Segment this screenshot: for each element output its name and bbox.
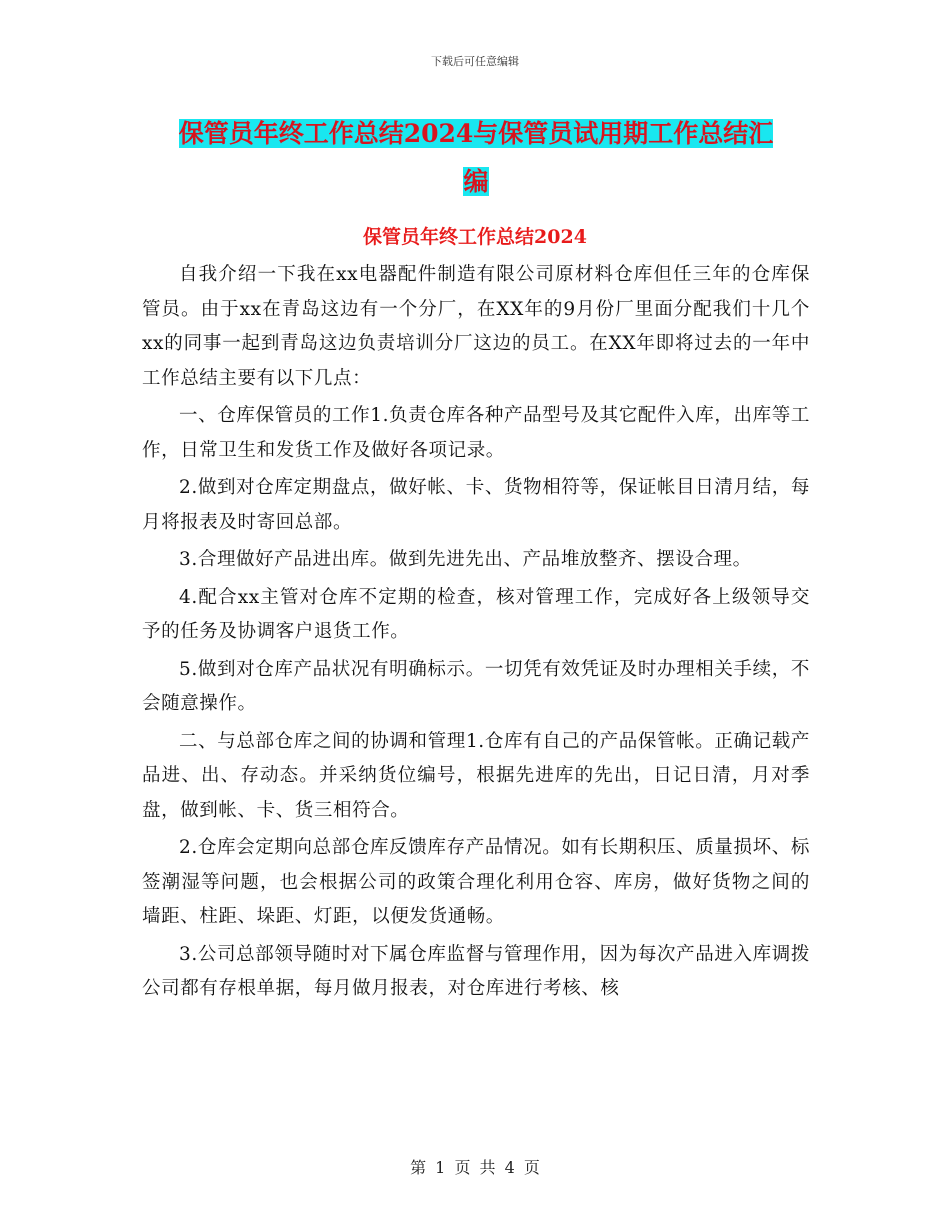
paragraph: 一、仓库保管员的工作1.负责仓库各种产品型号及其它配件入库，出库等工作，日常卫生和发货工作及做好各项记录。 — [142, 405, 810, 461]
paragraph: 5.做到对仓库产品状况有明确标示。一切凭有效凭证及时办理相关手续，不会随意操作。 — [142, 658, 810, 714]
paragraph: 2.仓库会定期向总部仓库反馈库存产品情况。如有长期积压、质量损坏、标签潮湿等问题，也会根据公司的政策合理化利用仓容、库房，做好货物之间的墙距、柱距、垛距、灯距，以便发货通畅。 — [142, 837, 810, 927]
title-line-1: 保管员年终工作总结2024与保管员试用期工作总结汇 — [178, 119, 774, 148]
paragraph: 3.合理做好产品进出库。做到先进先出、产品堆放整齐、摆设合理。 — [179, 549, 752, 570]
document-body — [142, 258, 810, 1010]
paragraph: 2.做到对仓库定期盘点，做好帐、卡、货物相符等，保证帐目日清月结，每月将报表及时寄回总部。 — [142, 477, 810, 533]
paragraph: 3.公司总部领导随时对下属仓库监督与管理作用，因为每次产品进入库调拨公司都有存根单据，每月做月报表，对仓库进行考核、核 — [142, 943, 810, 999]
page-footer: 第 1 页 共 4 页 — [410, 1158, 540, 1177]
paragraph: 4.配合xx主管对仓库不定期的检查，核对管理工作，完成好各上级领导交予的任务及协调客户退货工作。 — [142, 586, 810, 642]
paragraph: 二、与总部仓库之间的协调和管理1.仓库有自己的产品保管帐。正确记载产品进、出、存动态。并采纳货位编号，根据先进库的先出，日记日清，月对季盘，做到帐、卡、货三相符合。 — [142, 730, 810, 821]
document-title — [142, 110, 810, 206]
section-title: 保管员年终工作总结2024 — [363, 226, 587, 248]
header-note: 下载后可任意编辑 — [431, 55, 519, 68]
paragraph: 自我介绍一下我在xx电器配件制造有限公司原材料仓库但任三年的仓库保管员。由于xx在青岛这边有一个分厂，在XX年的9月份厂里面分配我们十几个xx的同事一起到青岛这边负责培训分厂这边的员工。在XX年即将过去的一年中工作总结主要有以下几点： — [142, 264, 810, 389]
title-line-2: 编 — [463, 167, 489, 196]
